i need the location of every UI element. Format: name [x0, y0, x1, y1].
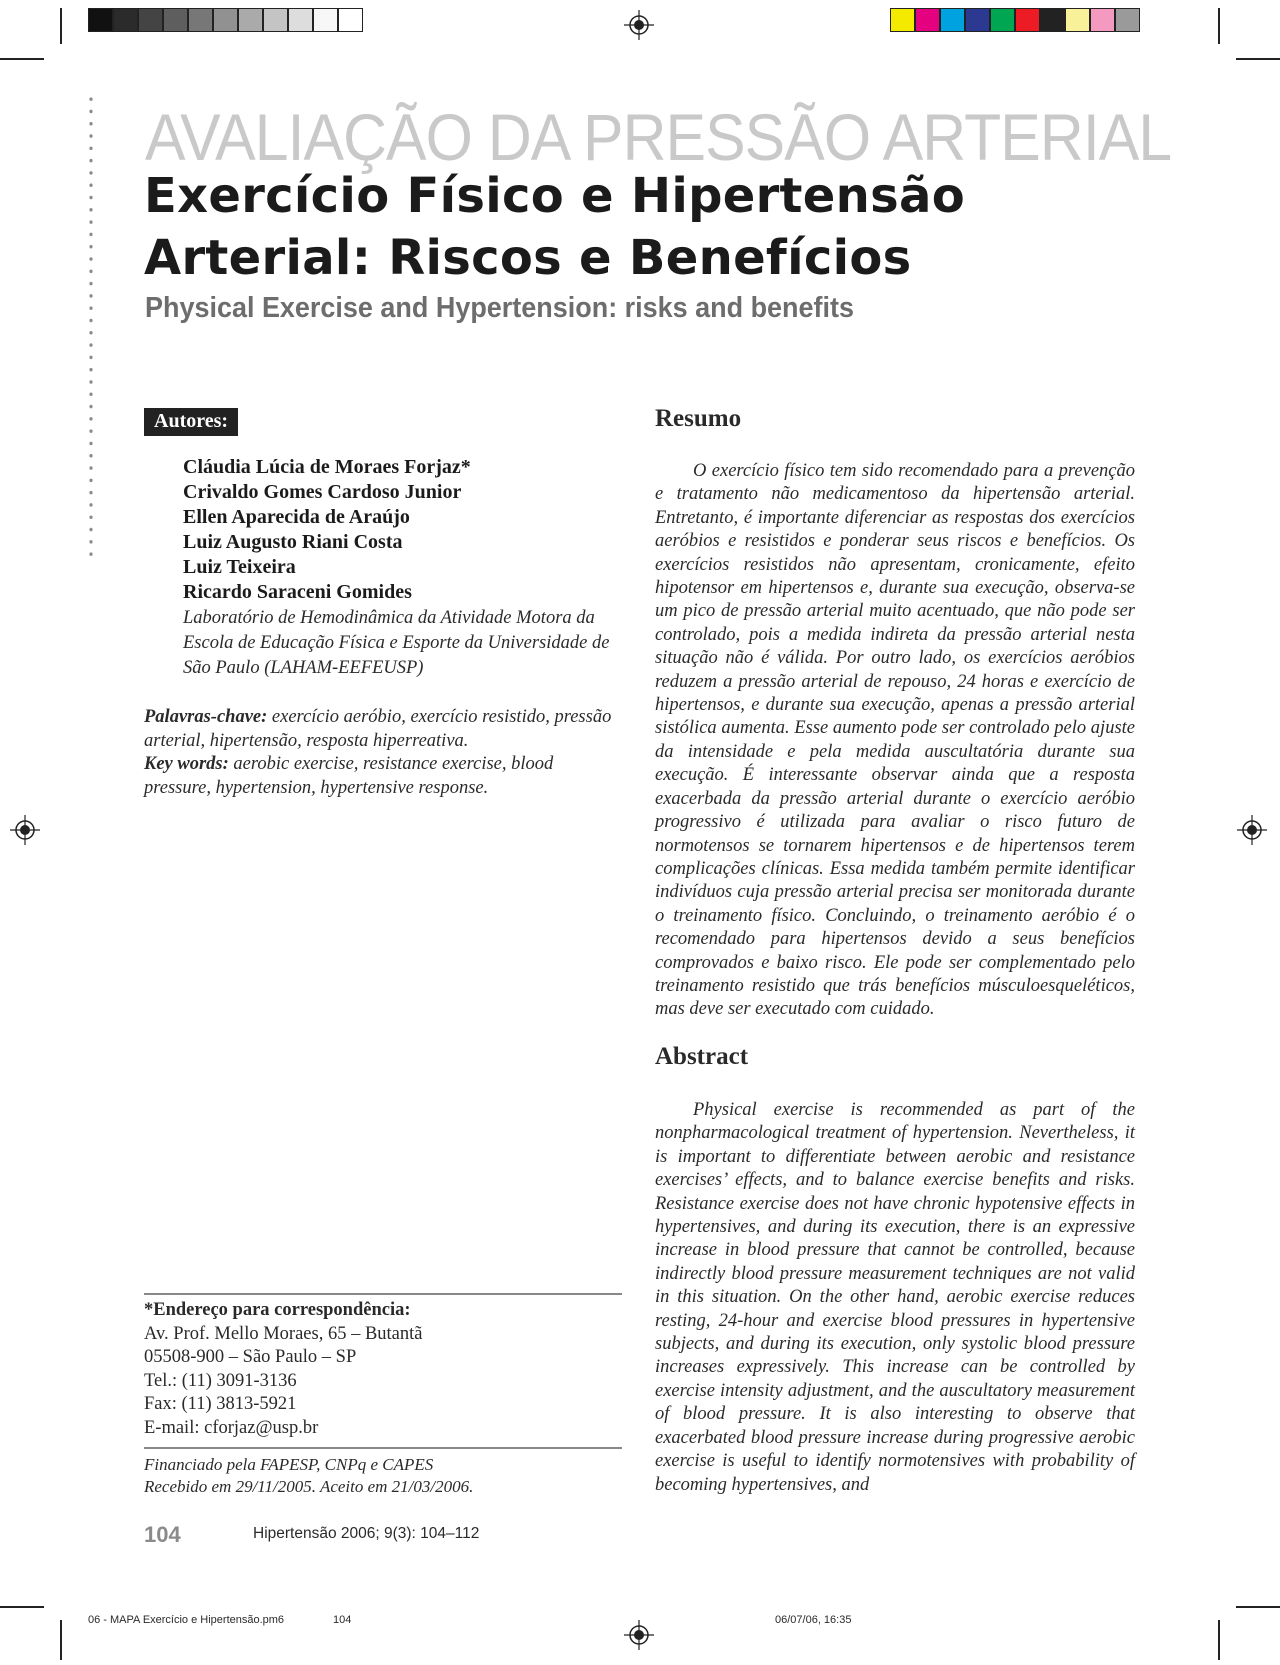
color-swatch — [313, 8, 338, 32]
color-swatch — [163, 8, 188, 32]
author-list — [183, 455, 471, 605]
author-name: Crivaldo Gomes Cardoso Junior — [183, 481, 462, 503]
correspondence-email: E-mail: cforjaz@usp.br — [144, 1417, 319, 1438]
keywords-pt: exercício aeróbio, exercício resistido, pressão arterial, hipertensão, resposta hiperreativa. — [144, 707, 612, 751]
author-name: Luiz Teixeira — [183, 556, 296, 578]
color-swatch — [990, 8, 1015, 32]
color-swatch — [965, 8, 990, 32]
correspondence-block — [144, 1296, 622, 1440]
color-swatch — [1115, 8, 1140, 32]
page-number: 104 — [144, 1522, 181, 1547]
author-affiliation: Laboratório de Hemodinâmica da Atividade Motora da Escola de Educação Física e Esporte da Universidade de São Paulo (LAHAM-EEFEUSP) — [183, 608, 610, 678]
color-swatch — [138, 8, 163, 32]
keywords-en: aerobic exercise, resistance exercise, blood pressure, hypertension, hypertensive response. — [144, 754, 554, 798]
resumo-heading: Resumo — [655, 405, 742, 432]
resumo-text: O exercício físico tem sido recomendado para a prevenção e tratamento não medicamentoso da hipertensão arterial. Entretanto, é importante diferenciar as respostas dos exercícios aeróbios e resistidos e ponderar seus riscos e benefícios. Os exercícios resistidos não apresentam, cronicamente, efeito hipotensor em hipertensos e, durante sua execução, observa-se um pico de pressão arterial muito acentuado, que não pode ser controlado, pois a medida indireta da pressão arterial nesta situação não é válida. Por outro lado, os exercícios aeróbios reduzem a pressão arterial de repouso, 24 horas e exercício de hipertensos, e durante sua execução, apenas a pressão arterial sistólica aumenta. Esse aumento pode ser controlado pelo ajuste da intensidade e pela medida auscultatória durante sua execução. É interessante observar ainda que a resposta exacerbada da pressão arterial durante o exercício aeróbio progressivo é utilizada para avaliar o risco futuro de normotensos se tornarem hipertensos e de hipertensos terem complicações clínicas. Essa medida também permite identificar indivíduos cuja pressão arterial precisa ser monitorada durante o treinamento físico. Concluindo, o treinamento aeróbio é o recomendado para hipertensos devido a seus benefícios comprovados e baixo risco. Ele pode ser complementado pelo treinamento resistido que trás benefícios músculoesqueléticos, mas deve ser executado com cuidado. — [655, 461, 1135, 1020]
color-swatch — [263, 8, 288, 32]
crop-mark — [0, 58, 44, 60]
slug-filename: 06 - MAPA Exercício e Hipertensão.pm6 — [88, 1614, 285, 1626]
crop-mark — [60, 1620, 62, 1660]
keywords-en-label: Key words: — [144, 754, 229, 774]
color-swatch — [915, 8, 940, 32]
author-name: Ricardo Saraceni Gomides — [183, 581, 412, 603]
divider — [144, 1447, 622, 1449]
crop-mark — [1236, 1606, 1280, 1608]
registration-mark-icon — [1237, 815, 1267, 845]
article-subtitle: Physical Exercise and Hypertension: risks and benefits — [145, 292, 854, 324]
author-name: Cláudia Lúcia de Moraes Forjaz* — [183, 456, 471, 478]
article-title — [144, 165, 1144, 289]
crop-mark — [1218, 8, 1220, 44]
keywords-pt-label: Palavras-chave: — [144, 707, 268, 727]
color-swatch — [188, 8, 213, 32]
keywords-block — [144, 706, 624, 800]
abstract-text: Physical exercise is recommended as part of the nonpharmacological treatment of hypertension. Nevertheless, it is important to differentiate between aerobic and resistance exercises’ effects, and to balance exercise benefits and risks. Resistance exercise does not have chronic hypotensive effects in hypertensives, and during its execution, there is an expressive increase in blood pressure that cannot be controlled, because indirectly blood pressure measurement techniques are not valid in this situation. On the other hand, aerobic exercise reduces resting, 24-hour and exercise blood pressures in hypertensive subjects, and during its execution, only systolic blood pressure increases expressively. This increase can be controlled by exercise intensity adjustment, and the auscultatory measurement of blood pressure. It is also interesting to observe that exacerbated blood pressure increase during progressive aerobic exercise is useful to identify normotensives with probability of becoming hypertensives, and — [655, 1100, 1135, 1495]
correspondence-line: Fax: (11) 3813-5921 — [144, 1394, 297, 1414]
color-swatch — [890, 8, 915, 32]
funding-line: Financiado pela FAPESP, CNPq e CAPES — [144, 1455, 434, 1474]
color-swatch — [338, 8, 363, 32]
section-watermark-title: AVALIAÇÃO DA PRESSÃO ARTERIAL — [145, 100, 1172, 174]
crop-mark — [1236, 58, 1280, 60]
color-swatch — [1015, 8, 1040, 32]
funding-note — [144, 1454, 624, 1498]
color-swatch — [238, 8, 263, 32]
abstract-heading: Abstract — [655, 1043, 749, 1070]
correspondence-line: 05508-900 – São Paulo – SP — [144, 1347, 357, 1367]
color-swatch — [1090, 8, 1115, 32]
dotted-margin-ornament — [88, 93, 94, 563]
color-swatch — [288, 8, 313, 32]
slug-page: 104 — [333, 1614, 352, 1626]
correspondence-line: Av. Prof. Mello Moraes, 65 – Butantã — [144, 1323, 423, 1344]
registration-mark-icon — [10, 815, 40, 845]
registration-mark-icon — [624, 1620, 654, 1650]
correspondence-heading: *Endereço para correspondência: — [144, 1300, 411, 1320]
slug-datetime: 06/07/06, 16:35 — [775, 1614, 852, 1626]
crop-mark — [1218, 1620, 1220, 1660]
color-swatch — [113, 8, 138, 32]
color-swatch — [940, 8, 965, 32]
crop-mark — [0, 1606, 44, 1608]
crop-mark — [60, 8, 62, 44]
color-swatch — [1040, 8, 1065, 32]
divider — [144, 1293, 622, 1295]
journal-citation: Hipertensão 2006; 9(3): 104–112 — [253, 1525, 480, 1542]
registration-mark-icon — [624, 10, 654, 40]
received-line: Recebido em 29/11/2005. Aceito em 21/03/2006. — [144, 1477, 474, 1496]
author-name: Ellen Aparecida de Araújo — [183, 506, 410, 528]
author-name: Luiz Augusto Riani Costa — [183, 531, 403, 553]
authors-label: Autores: — [144, 408, 238, 436]
title-line: Arterial: Riscos e Benefícios — [144, 230, 912, 286]
correspondence-line: Tel.: (11) 3091-3136 — [144, 1370, 297, 1391]
color-swatch — [213, 8, 238, 32]
color-swatch — [88, 8, 113, 32]
color-swatch — [1065, 8, 1090, 32]
title-line: Exercício Físico e Hipertensão — [144, 168, 965, 224]
